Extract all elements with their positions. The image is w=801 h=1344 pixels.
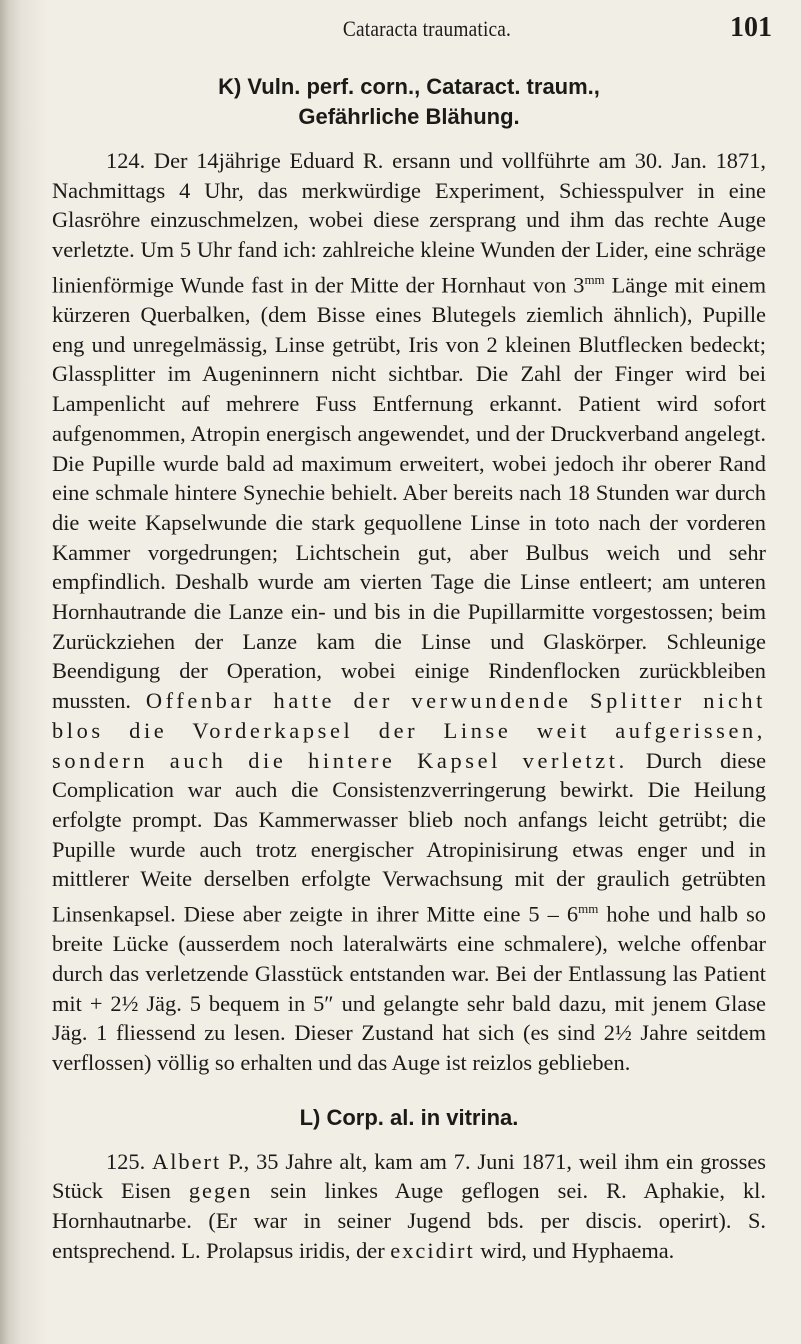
page-number: 101	[730, 12, 772, 43]
section-l-heading: L) Corp. al. in vitrina.	[299, 1104, 519, 1130]
unit-mm-superscript-2: mm	[578, 901, 599, 917]
running-header	[82, 10, 772, 50]
case-124-emphasis: Offenbar hatte der verwundende Splitter nicht blos die Vorderkapsel der Linse weit aufgerissen, sondern auch die hintere Kapsel verletzt.	[52, 688, 766, 773]
patient-name-spaced: Albert	[152, 1148, 222, 1174]
case-125-text-3: sein linkes Auge geflogen sei. R. Aphakie, kl. Hornhautnarbe. (Er war in seiner Jugend bds. per discis. operirt). S. entsprechend. L. Prolapsus iridis, der	[52, 1178, 766, 1263]
spine-shadow	[0, 0, 48, 1344]
case-124-text-4: hohe und halb so breite Lücke (ausserdem noch lateralwärts eine schmalere), welche offenbar durch das verletzende Glasstück entstanden war. Bei der Entlassung las Patient mit + 2½ Jäg. 5 bequem in 5″ und gelangte sehr bald dazu, mit jenem Glase Jäg. 1 fliessend zu lesen. Dieser Zustand hat sich (es sind 2½ Jahre seitdem verflossen) völlig so erhalten und das Auge ist reizlos geblieben.	[52, 901, 766, 1076]
section-k-title-line1: K) Vuln. perf. corn., Cataract. traum.,	[218, 74, 600, 99]
case-125-text-1: 125.	[106, 1148, 153, 1174]
case-124-paragraph	[52, 146, 766, 1078]
running-title: Cataracta traumatica.	[342, 16, 512, 41]
excidirt-spaced: excidirt	[390, 1237, 475, 1263]
case-124-text-2: Länge mit einem kürzeren Querbalken, (dem Bisse eines Blutegels ziemlich ähnlich), Pupille eng und unregelmässig, Linse getrübt, Iris von 2 kleinen Blutflecken bedeckt; Glassplitter im Augeninnern nicht sichtbar. Die Zahl der Finger wird bei Lampenlicht auf mehrere Fuss Entfernung erkannt. Patient wird sofort aufgenommen, Atropin energisch angewendet, und der Druckverband angelegt. Die Pupille wurde bald ad maximum erweitert, wobei jedoch ihr oberer Rand eine schmale hintere Synechie behielt. Aber bereits nach 18 Stunden war durch die weite Kapselwunde die stark gequollene Linse in toto nach der vorderen Kammer vorgedrungen; Lichtschein gut, aber Bulbus weich und sehr empfindlich. Deshalb wurde am vierten Tage die Linse entleert; am unteren Hornhautrande die Lanze ein- und bis in die Pupillarmitte vorgestossen; beim Zurückziehen der Lanze kam die Linse und Glaskörper. Schleunige Beendigung der Operation, wobei einige Rindenflocken zurückbleiben mussten.	[52, 272, 766, 714]
unit-mm-superscript: mm	[584, 271, 605, 287]
gegen-spaced: gegen	[188, 1178, 253, 1204]
section-k-heading	[52, 72, 766, 132]
case-124-text-3: Durch diese Complication war auch die Consistenzverringerung bewirkt. Die Heilung erfolgte prompt. Das Kammerwasser blieb noch anfangs leicht getrübt; die Pupille wurde auch trotz energischer Atropinisirung etwas enger und in mittlerer Weite derselben erfolgte Verwachsung mit der graulich getrübten Linsenkapsel. Diese aber zeigte in ihrer Mitte eine 5 – 6	[52, 747, 767, 927]
body-text	[52, 72, 766, 1266]
case-125-text-4: wird, und Hyphaema.	[474, 1237, 675, 1263]
case-124-text-1: 124. Der 14jährige Eduard R. ersann und vollführte am 30. Jan. 1871, Nachmittags 4 Uhr, das merkwürdige Experiment, Schiesspulver in eine Glasröhre einzuschmelzen, wobei diese zersprang und ihm das rechte Auge verletzte. Um 5 Uhr fand ich: zahlreiche kleine Wunden der Lider, eine schräge linienförmige Wunde fast in der Mitte der Hornhaut von 3	[52, 148, 766, 298]
section-k-title-line2: Gefährliche Blähung.	[298, 104, 520, 129]
case-125-paragraph	[52, 1147, 766, 1266]
case-125-text-2: P., 35 Jahre alt, kam am 7. Juni 1871, weil ihm ein grosses Stück Eisen	[52, 1148, 767, 1204]
